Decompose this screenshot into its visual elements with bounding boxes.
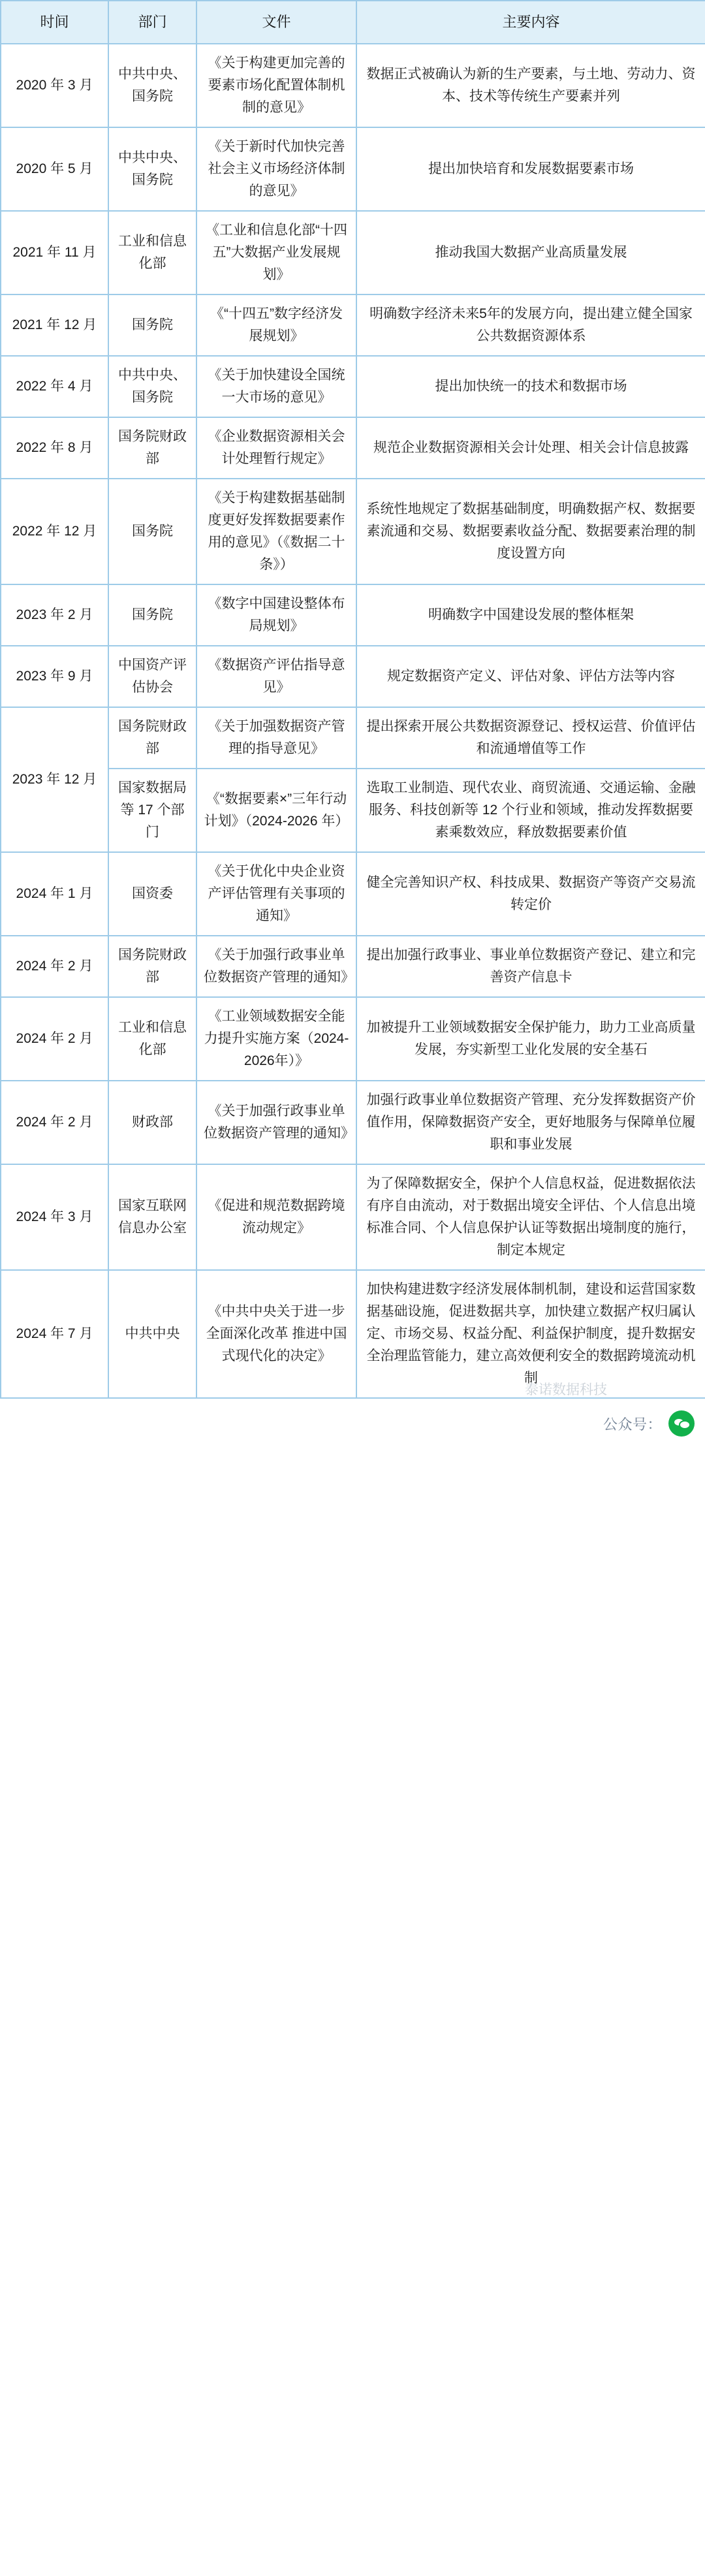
cell-file: 《关于构建更加完善的要素市场化配置体制机制的意见》 (196, 44, 356, 127)
cell-file: 《关于加快建设全国统一大市场的意见》 (196, 356, 356, 417)
cell-file: 《关于构建数据基础制度更好发挥数据要素作用的意见》（《数据二十条》） (196, 479, 356, 584)
cell-content: 规定数据资产定义、评估对象、评估方法等内容 (356, 646, 705, 707)
cell-department: 财政部 (108, 1081, 196, 1164)
cell-time: 2024 年 1 月 (1, 852, 108, 936)
cell-time: 2024 年 2 月 (1, 936, 108, 997)
cell-content: 加强行政事业单位数据资产管理、充分发挥数据资产价值作用，保障数据资产安全，更好地服务与保障单位履职和事业发展 (356, 1081, 705, 1164)
cell-time: 2024 年 2 月 (1, 1081, 108, 1164)
cell-file: 《“十四五”数字经济发展规划》 (196, 294, 356, 356)
cell-time: 2023 年 2 月 (1, 584, 108, 646)
cell-content: 提出加快统一的技术和数据市场 (356, 356, 705, 417)
column-header-main-content: 主要内容 (356, 1, 705, 44)
cell-department: 国务院财政部 (108, 417, 196, 479)
cell-department: 国家互联网信息办公室 (108, 1164, 196, 1270)
cell-time: 2022 年 8 月 (1, 417, 108, 479)
cell-content: 明确数字经济未来5年的发展方向，提出建立健全国家公共数据资源体系 (356, 294, 705, 356)
table-row (1, 417, 705, 479)
table-row (1, 646, 705, 707)
cell-file: 《“数据要素×”三年行动计划》（2024-2026 年） (196, 769, 356, 852)
table-row (1, 584, 705, 646)
footer-bar (0, 1399, 705, 1442)
cell-content: 明确数字中国建设发展的整体框架 (356, 584, 705, 646)
table-row (1, 997, 705, 1081)
cell-content: 健全完善知识产权、科技成果、数据资产等资产交易流转定价 (356, 852, 705, 936)
cell-file: 《数据资产评估指导意见》 (196, 646, 356, 707)
cell-department: 国务院财政部 (108, 936, 196, 997)
cell-time: 2024 年 7 月 (1, 1270, 108, 1398)
cell-department: 中共中央、国务院 (108, 127, 196, 211)
cell-file: 《关于加强行政事业单位数据资产管理的通知》 (196, 936, 356, 997)
footer-account (603, 1410, 695, 1437)
cell-content: 为了保障数据安全，保护个人信息权益，促进数据依法有序自由流动，对于数据出境安全评估、个人信息出境标准合同、个人信息保护认证等数据出境制度的施行，制定本规定 (356, 1164, 705, 1270)
cell-content: 加快构建进数字经济发展体制机制，建设和运营国家数据基础设施，促进数据共享，加快建立数据产权归属认定、市场交易、权益分配、利益保护制度，提升数据安全治理监管能力，建立高效便利安全的数据跨境流动机制 (356, 1270, 705, 1398)
table-row (1, 211, 705, 294)
table-row (1, 479, 705, 584)
cell-time: 2024 年 3 月 (1, 1164, 108, 1270)
table-row (1, 127, 705, 211)
cell-file: 《工业和信息化部“十四五”大数据产业发展规划》 (196, 211, 356, 294)
footer-account-label: 公众号： (603, 1416, 662, 1433)
cell-department: 国家数据局等 17 个部门 (108, 769, 196, 852)
cell-content: 加被提升工业领域数据安全保护能力，助力工业高质量发展，夯实新型工业化发展的安全基石 (356, 997, 705, 1081)
table-body (1, 44, 705, 1399)
cell-file: 《关于加强行政事业单位数据资产管理的通知》 (196, 1081, 356, 1164)
cell-file: 《中共中央关于进一步全面深化改革 推进中国式现代化的决定》 (196, 1270, 356, 1398)
cell-time: 2022 年 4 月 (1, 356, 108, 417)
table-header (1, 1, 705, 44)
cell-time: 2020 年 3 月 (1, 44, 108, 127)
cell-time: 2023 年 9 月 (1, 646, 108, 707)
cell-time: 2020 年 5 月 (1, 127, 108, 211)
table-row (1, 44, 705, 127)
cell-department: 中国资产评估协会 (108, 646, 196, 707)
table-header-row (1, 1, 705, 44)
column-header-time: 时间 (1, 1, 108, 44)
table-row (1, 356, 705, 417)
cell-content: 提出探索开展公共数据资源登记、授权运营、价值评估和流通增值等工作 (356, 707, 705, 769)
cell-time: 2021 年 12 月 (1, 294, 108, 356)
cell-content: 提出加快培育和发展数据要素市场 (356, 127, 705, 211)
table-row (1, 936, 705, 997)
table-row (1, 1081, 705, 1164)
cell-content: 规范企业数据资源相关会计处理、相关会计信息披露 (356, 417, 705, 479)
cell-department: 国务院 (108, 584, 196, 646)
cell-time: 2024 年 2 月 (1, 997, 108, 1081)
cell-file: 《关于加强数据资产管理的指导意见》 (196, 707, 356, 769)
cell-file: 《数字中国建设整体布局规划》 (196, 584, 356, 646)
cell-file: 《关于优化中央企业资产评估管理有关事项的通知》 (196, 852, 356, 936)
cell-department: 工业和信息化部 (108, 211, 196, 294)
cell-file: 《工业领域数据安全能力提升实施方案（2024-2026年）》 (196, 997, 356, 1081)
watermark-text: 泰诺数据科技 (525, 1382, 607, 1398)
cell-department: 国务院财政部 (108, 707, 196, 769)
wechat-logo-icon (668, 1410, 695, 1437)
cell-content: 数据正式被确认为新的生产要素，与土地、劳动力、资本、技术等传统生产要素并列 (356, 44, 705, 127)
cell-content: 系统性地规定了数据基础制度，明确数据产权、数据要素流通和交易、数据要素收益分配、数据要素治理的制度设置方向 (356, 479, 705, 584)
cell-content: 推动我国大数据产业高质量发展 (356, 211, 705, 294)
cell-department: 中共中央、国务院 (108, 44, 196, 127)
cell-department: 国务院 (108, 294, 196, 356)
cell-time: 2021 年 11 月 (1, 211, 108, 294)
cell-department: 中共中央 (108, 1270, 196, 1398)
cell-content: 选取工业制造、现代农业、商贸流通、交通运输、金融服务、科技创新等 12 个行业和领域，推动发挥数据要素乘数效应，释放数据要素价值 (356, 769, 705, 852)
table-row (1, 1164, 705, 1270)
cell-time: 2023 年 12 月 (1, 707, 108, 852)
cell-time: 2022 年 12 月 (1, 479, 108, 584)
table-row (1, 294, 705, 356)
table-row (1, 707, 705, 769)
cell-department: 国务院 (108, 479, 196, 584)
cell-file: 《促进和规范数据跨境流动规定》 (196, 1164, 356, 1270)
cell-department: 工业和信息化部 (108, 997, 196, 1081)
cell-department: 国资委 (108, 852, 196, 936)
cell-file: 《企业数据资源相关会计处理暂行规定》 (196, 417, 356, 479)
cell-file: 《关于新时代加快完善社会主义市场经济体制的意见》 (196, 127, 356, 211)
column-header-department: 部门 (108, 1, 196, 44)
cell-department: 中共中央、国务院 (108, 356, 196, 417)
table-row (1, 852, 705, 936)
column-header-file: 文件 (196, 1, 356, 44)
cell-content: 提出加强行政事业、事业单位数据资产登记、建立和完善资产信息卡 (356, 936, 705, 997)
